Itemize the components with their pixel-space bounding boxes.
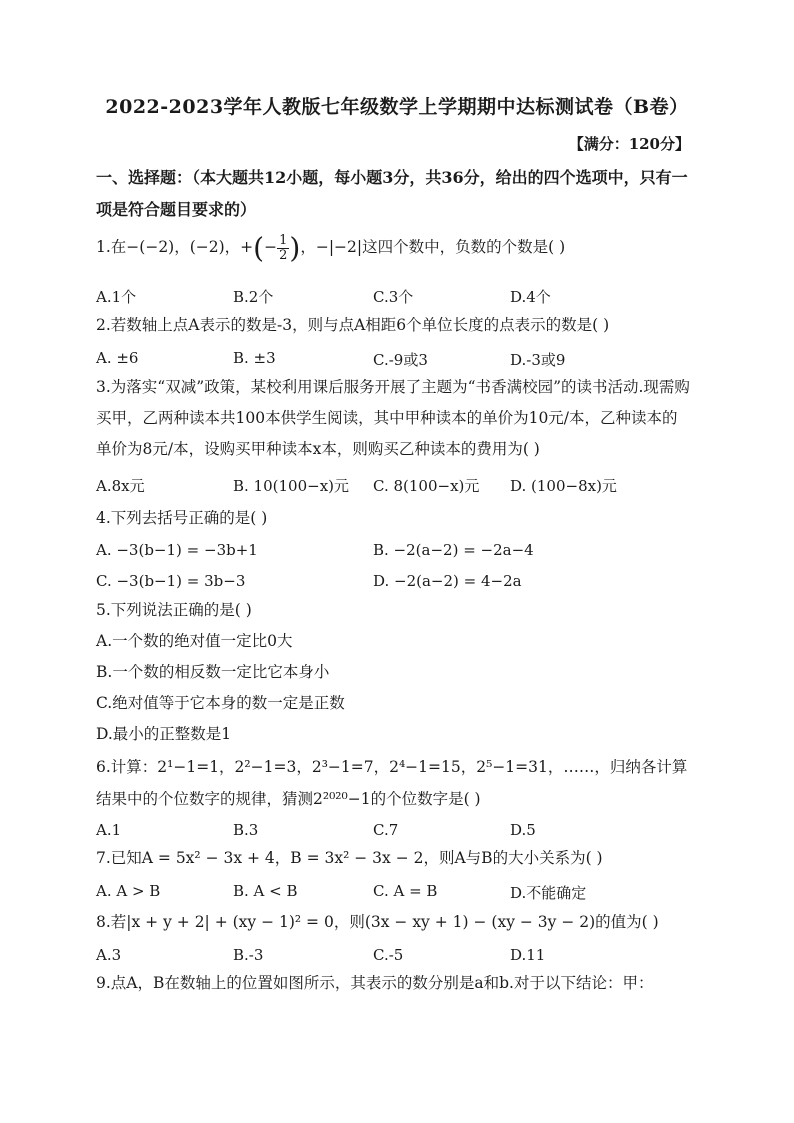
q7-option-c: C. A = B: [373, 882, 438, 900]
q5-option-b: B.一个数的相反数一定比它本身小: [96, 663, 330, 681]
question-6-line-1: 6.计算：2¹−1=1，2²−1=3，2³−1=7，2⁴−1=15，2⁵−1=31，……，归纳各计算: [96, 758, 688, 776]
q6-option-a: A.1: [96, 821, 122, 839]
q7-option-b: B. A < B: [233, 882, 298, 900]
q4-option-a: A. −3(b−1) = −3b+1: [96, 541, 258, 559]
q4-option-b: B. −2(a−2) = −2a−4: [373, 541, 534, 559]
q1-option-d: D.4个: [510, 288, 551, 306]
q8-option-d: D.11: [510, 946, 546, 964]
q4-option-c: C. −3(b−1) = 3b−3: [96, 572, 246, 590]
q1-fraction: $\frac{1}{2}$: [279, 232, 288, 263]
q8-option-c: C.-5: [373, 946, 404, 964]
question-9: 9.点A，B在数轴上的位置如图所示，其表示的数分别是a和b.对于以下结论：甲：: [96, 974, 654, 992]
q1-option-b: B.2个: [233, 288, 274, 306]
q5-option-c: C.绝对值等于它本身的数一定是正数: [96, 694, 345, 712]
q6-option-d: D.5: [510, 821, 536, 839]
q2-option-c: C.-9或3: [373, 351, 428, 369]
q1-items: −(−2)，(−2)，+: [126, 238, 254, 256]
q5-option-a: A.一个数的绝对值一定比0大: [96, 632, 293, 650]
q3-option-c: C. 8(100−x)元: [373, 477, 480, 495]
question-7: 7.已知A = 5x² − 3x + 4，B = 3x² − 3x − 2，则A与B的大小关系为( ): [96, 849, 603, 867]
question-2: 2.若数轴上点A表示的数是-3，则与点A相距6个单位长度的点表示的数是( ): [96, 316, 610, 334]
q2-option-a: A. ±6: [96, 349, 139, 367]
question-5: 5.下列说法正确的是( ): [96, 601, 252, 619]
q2-option-b: B. ±3: [233, 349, 276, 367]
section-heading: 一、选择题：（本大题共12小题，每小题3分，共36分，给出的四个选项中，只有一项是符合题目要求的）: [96, 168, 688, 219]
q6-option-b: B.3: [233, 821, 259, 839]
q8-option-a: A.3: [96, 946, 122, 964]
q5-option-d: D.最小的正整数是1: [96, 725, 232, 743]
q4-option-d: D. −2(a−2) = 4−2a: [373, 572, 522, 590]
q2-option-d: D.-3或9: [510, 351, 566, 369]
q7-option-a: A. A > B: [96, 882, 161, 900]
q1-option-a: A.1个: [96, 288, 137, 306]
q7-option-d: D.不能确定: [510, 884, 587, 902]
q1-prefix: 1.在: [96, 238, 127, 256]
question-6-line-2: 结果中的个位数字的规律，猜测2²⁰²⁰−1的个位数字是( ): [96, 790, 481, 808]
q8-option-b: B.-3: [233, 946, 264, 964]
q3-option-a: A.8x元: [96, 477, 145, 495]
question-1: 1.在−(−2)，(−2)，+(− $\frac{1}{2}$ )，−|−2|这四个数中，负数的个数是( ): [96, 231, 566, 265]
q3-option-b: B. 10(100−x)元: [233, 477, 350, 495]
question-3: 3.为落实“双减”政策，某校利用课后服务开展了主题为“书香满校园”的读书活动.现需购买甲，乙两种读本共100本供学生阅读，其中甲种读本的单价为10元/本，乙种读本的单价为8元/本，设购买甲种读本x本，则购买乙种读本的费用为( ): [96, 378, 690, 458]
q1-option-c: C.3个: [373, 288, 414, 306]
question-4: 4.下列去括号正确的是( ): [96, 509, 268, 527]
q6-option-c: C.7: [373, 821, 399, 839]
question-8: 8.若|x + y + 2| + (xy − 1)² = 0，则(3x − xy + 1) − (xy − 3y − 2)的值为( ): [96, 913, 659, 931]
full-score-label: 【满分：120分】: [568, 135, 690, 153]
page-title: 2022-2023学年人教版七年级数学上学期期中达标测试卷（B卷）: [105, 96, 689, 118]
q1-suffix: ，−|−2|这四个数中，负数的个数是( ): [300, 238, 566, 256]
q3-option-d: D. (100−8x)元: [510, 477, 617, 495]
